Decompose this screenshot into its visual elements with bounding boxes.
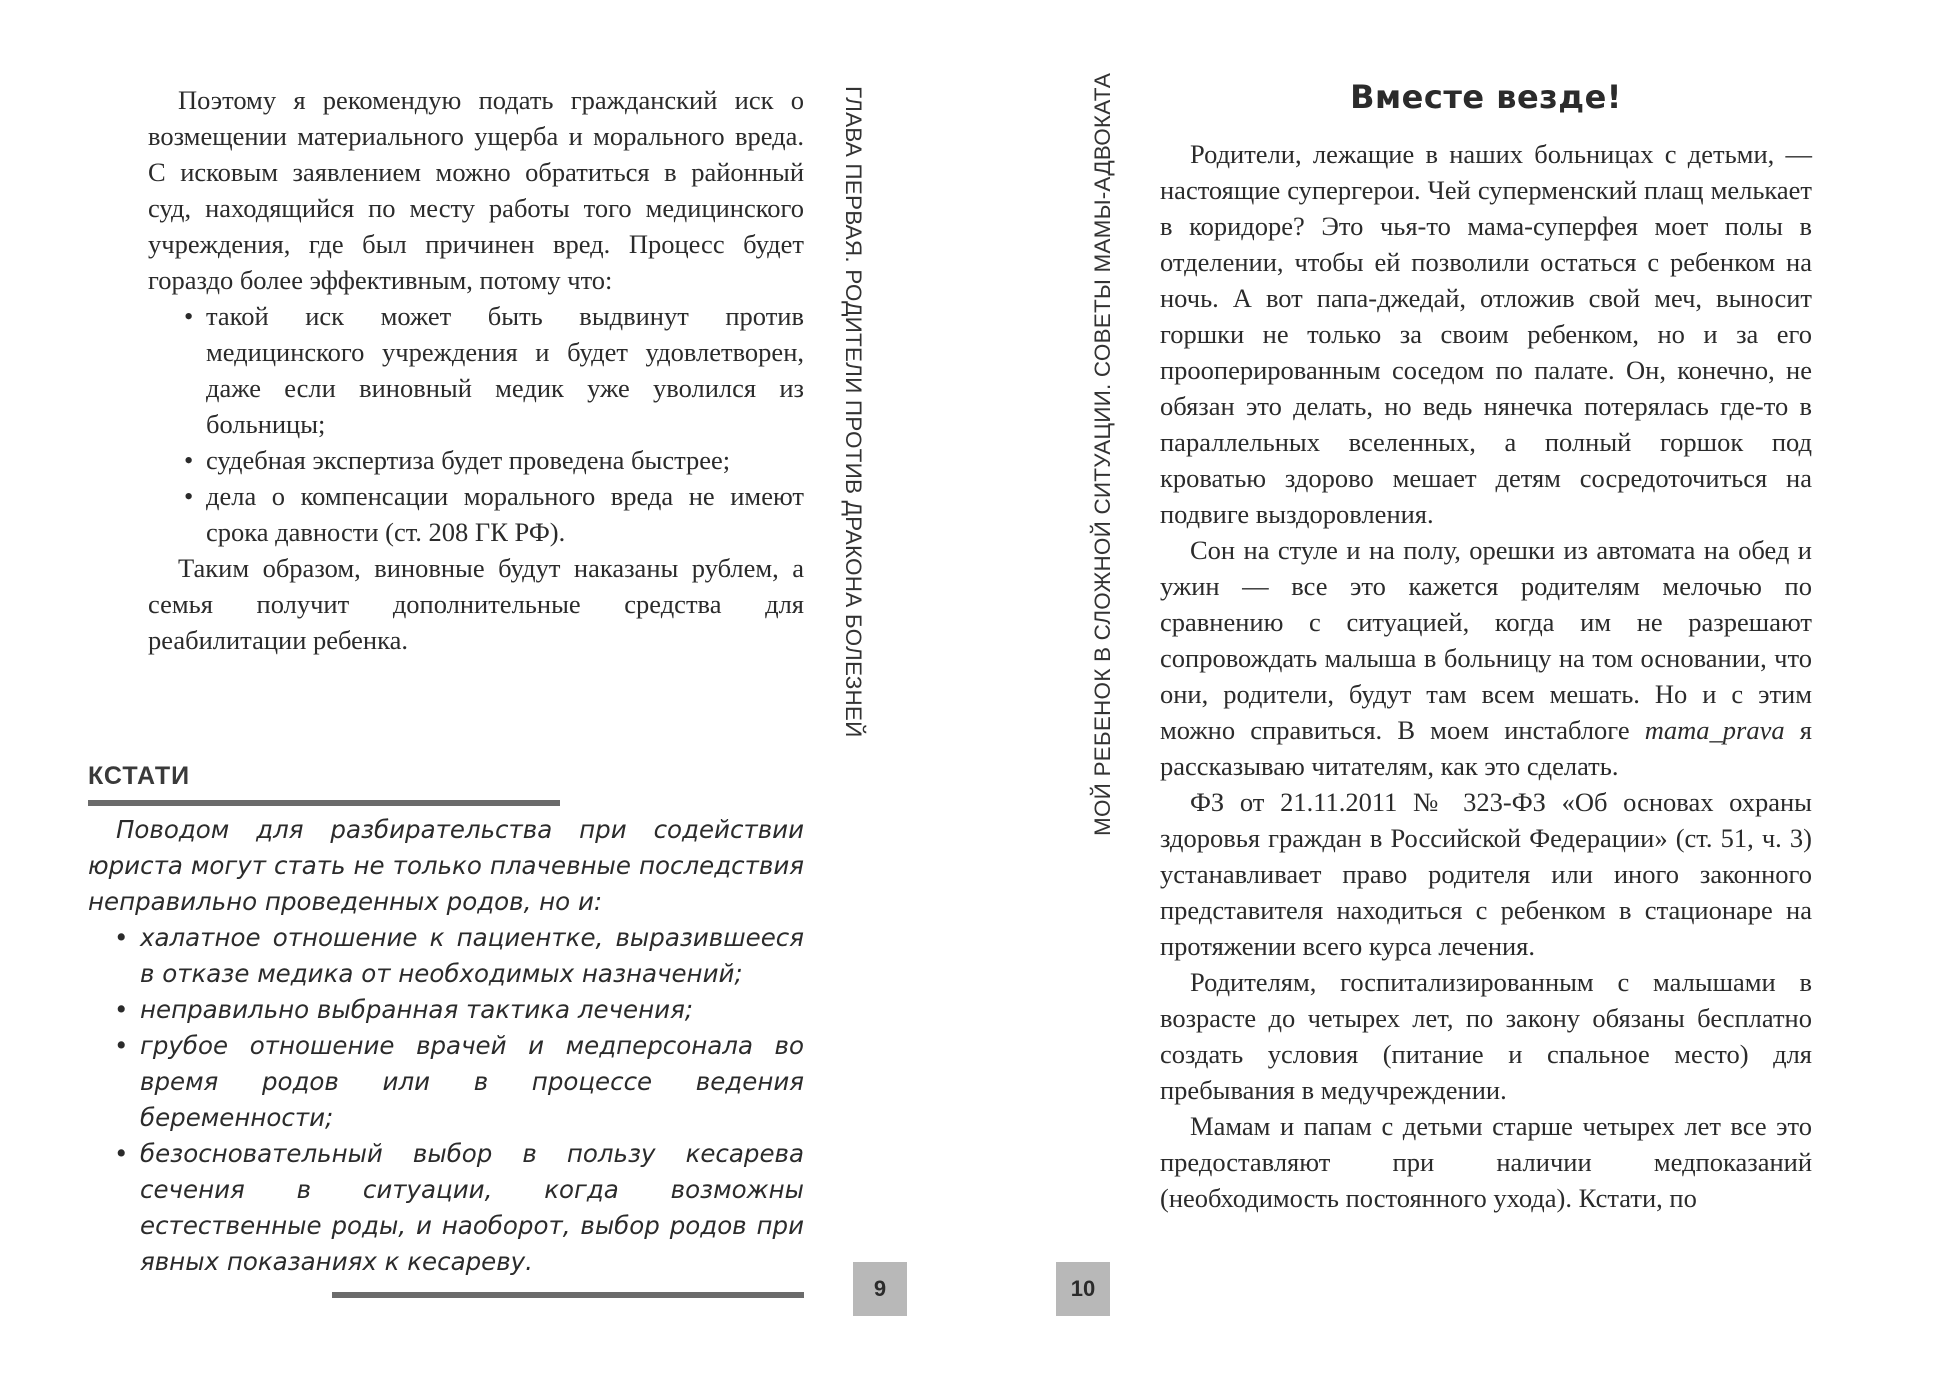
- running-head-left: ГЛАВА ПЕРВАЯ. РОДИТЕЛИ ПРОТИВ ДРАКОНА БОЛЕЗНЕЙ: [841, 86, 866, 738]
- left-intro-paragraph: Поэтому я рекомендую подать гражданский иск о возмещении материального ущерба и морального вреда. С исковым заявлением можно обратиться в районный суд, находящийся по месту работы того медицинского учреждения, где был причинен вред. Процесс будет гораздо более эффективным, потому что:: [148, 85, 804, 295]
- list-item: • дела о компенсации морального вреда не имеют срока давности (ст. 208 ГК РФ).: [178, 478, 804, 550]
- bullet-icon: •: [184, 481, 194, 511]
- kstati-box-text: [88, 812, 804, 1280]
- list-item: • неправильно выбранная тактика лечения;: [108, 992, 804, 1028]
- bullet-icon: •: [184, 445, 194, 475]
- list-item: • безосновательный выбор в пользу кесарева сечения в ситуации, когда возможны естественные роды, и наоборот, выбор родов при явных показаниях к кесареву.: [108, 1136, 804, 1280]
- list-item: • судебная экспертиза будет проведена быстрее;: [178, 442, 804, 478]
- paragraph: Мамам и папам с детьми старше четырех лет все это предоставляют при наличии медпоказаний (необходимость постоянного ухода). Кстати, по: [1160, 1111, 1812, 1213]
- kstati-bullet-list: [108, 920, 804, 1280]
- bullet-icon: •: [114, 1031, 129, 1060]
- paragraph: Сон на стуле и на полу, орешки из автомата на обед и ужин — все это кажется родителям мелочью по сравнению с ситуацией, когда им не разрешают сопровождать малыша в больницу на том основании, что они, родители, будут там всем мешать. Но и с этим можно справиться. В моем инстаблоге mama_prava я рассказываю читателям, как это сделать.: [1160, 535, 1812, 781]
- left-outro-paragraph: Таким образом, виновные будут наказаны рублем, а семья получит дополнительные средства для реабилитации ребенка.: [148, 553, 804, 655]
- paragraph: ФЗ от 21.11.2011 № 323-ФЗ «Об основах охраны здоровья граждан в Российской Федерации» (ст. 51, ч. 3) устанавливает право родителя или иного законного представителя находиться с ребенком в стационаре на протяжении всего курса лечения.: [1160, 787, 1812, 961]
- paragraph: Родители, лежащие в наших больницах с детьми, — настоящие супергерои. Чей суперменский плащ мелькает в коридоре? Это чья-то мама-суперфея моет полы в отделении, чтобы ей позволили остаться с ребенком на ночь. А вот папа-джедай, отложив свой меч, выносит горшки не только за своим ребенком, но и за его прооперированным соседом по палате. Он, конечно, не обязан это делать, но ведь нянечка потерялась где-то в параллельных вселенных, а полный горшок под кроватью здорово мешает детям сосредоточиться на подвиге выздоровления.: [1160, 139, 1812, 529]
- blog-name: mama_prava: [1644, 715, 1785, 745]
- kstati-top-rule: [88, 800, 560, 806]
- page-number-left: 9: [853, 1262, 907, 1316]
- section-title: Вместе везде!: [1350, 78, 1622, 116]
- list-item: • халатное отношение к пациентке, выразившееся в отказе медика от необходимых назначений;: [108, 920, 804, 992]
- list-item: • грубое отношение врачей и медперсонала во время родов или в процессе ведения беременности;: [108, 1028, 804, 1136]
- paragraph: Родителям, госпитализированным с малышами в возрасте до четырех лет, по закону обязаны бесплатно создать условия (питание и спальное место) для пребывания в медучреждении.: [1160, 967, 1812, 1105]
- bullet-icon: •: [114, 995, 129, 1024]
- running-head-right: МОЙ РЕБЕНОК В СЛОЖНОЙ СИТУАЦИИ. СОВЕТЫ МАМЫ-АДВОКАТА: [1090, 72, 1115, 836]
- kstati-bottom-rule: [332, 1292, 804, 1298]
- kstati-intro: Поводом для разбирательства при содействии юриста могут стать не только плачевные последствия неправильно проведенных родов, но и:: [88, 815, 804, 916]
- list-item: • такой иск может быть выдвинут против медицинского учреждения и будет удовлетворен, даже если виновный медик уже уволился из больницы;: [178, 298, 804, 442]
- page-number-right: 10: [1056, 1262, 1110, 1316]
- kstati-heading: КСТАТИ: [88, 762, 191, 790]
- right-main-text: [1160, 136, 1812, 1216]
- bullet-icon: •: [114, 1139, 129, 1168]
- left-main-text: [148, 82, 804, 658]
- bullet-icon: •: [184, 301, 194, 331]
- left-bullet-list: [178, 298, 804, 550]
- bullet-icon: •: [114, 923, 129, 952]
